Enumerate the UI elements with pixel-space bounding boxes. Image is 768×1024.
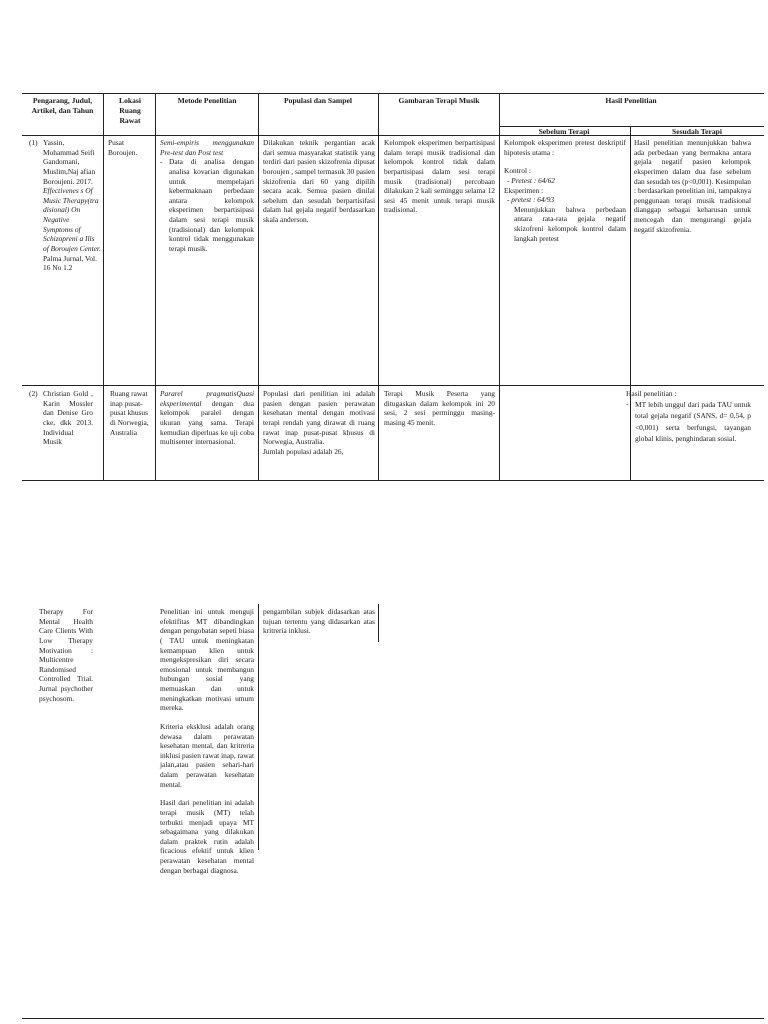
row-1-method-dash: - bbox=[160, 157, 163, 167]
row-2-after-title: Hasil penelitian : bbox=[626, 389, 677, 398]
row-2-method-text: dengan dua kelompok paralel dengan ukuran yang sama. Terapi kemudian diperluas ke uji coba multisenter internasional. bbox=[160, 398, 254, 447]
row-1-before bbox=[504, 138, 626, 243]
table-top-rule bbox=[22, 93, 764, 94]
header-result: Hasil Penelitian bbox=[605, 96, 657, 105]
row-2-cont-method bbox=[160, 607, 254, 875]
row-1-bottom-rule bbox=[22, 385, 764, 386]
row-1-method bbox=[160, 138, 254, 254]
row-1-before-summary: Menunjukkan bahwa perbedaan antara rata-rata gejala negatif skizofreni kelompok kontrol dalam langkah pretest bbox=[514, 204, 626, 243]
row-2-after bbox=[626, 389, 751, 445]
col-divider-4 bbox=[378, 93, 379, 480]
row-1-before-kontrol: Kontrol : bbox=[504, 166, 531, 176]
row-2-method bbox=[160, 389, 254, 447]
row-1-journal: Palma Jurnal, Vol. 16 No 1.2 bbox=[43, 253, 97, 273]
header-before: Sebelum Terapi bbox=[538, 127, 590, 136]
col-divider-1 bbox=[103, 93, 104, 480]
row-1-author-names: Yassin, Mohammad Seifi Gandomani, Muslim,Naj afian Boroujeni. 2017. bbox=[43, 138, 96, 186]
row-1-before-pretest-eksperimen: - pretest : 64/93 bbox=[507, 195, 555, 205]
col-divider-3 bbox=[258, 93, 259, 480]
row-1-before-intro: Kelompok eksperimen pretest deskriptif hipotesis utama : bbox=[504, 138, 626, 157]
row-2-cont-population: pengambilan subjek didasarkan atas tujuan tertentu yang didasarkan atas kritreria inklusi. bbox=[263, 607, 375, 636]
row-2-population bbox=[263, 389, 375, 456]
row-2-location: Ruang rawat inap pusat-pusat khusus di Norwegia, Australia bbox=[110, 389, 149, 437]
row-2-therapy: Terapi Musik Peserta yang ditugaskan dalam kelompok ini 20 sesi, 2 sesi perminggu masing-masing 45 menit. bbox=[384, 389, 495, 427]
row-1-article-title: Effectivenes s Of Music Therapy(tra disional) On Negative Symptoms of Schizopreni a Ills of Boroujen Center. bbox=[43, 186, 101, 253]
header-after: Sesudah Terapi bbox=[671, 127, 722, 136]
row-1-method-design: Semi-empiris menggunakan Pre-test dan Post test bbox=[160, 138, 254, 157]
row-2-author-text: Christian Gold , Karin Mossler dan Denise Gro cke, dkk 2013. Individual Musik bbox=[43, 389, 93, 447]
row-1-location: Pusat Boroujen. bbox=[108, 138, 138, 157]
header-author: Pengarang, Judul, Artikel, dan Tahun bbox=[31, 96, 94, 115]
row-2-bottom-rule bbox=[22, 480, 764, 481]
row-2-population-text: Populasi dari penilitian ini adalah pasien dengan pasien perawatan kesehatan mental dengan motivasi terapi rendah yang dirawat di ruang rawat inap pusat-pusat khusus di Norwegia, Australia. bbox=[263, 389, 375, 447]
page-bottom-rule bbox=[22, 1018, 764, 1019]
row-2-after-text: MT lebih unggul dari pada TAU untuk total gejala negatif (SANS, d= 0,54, p <0,001) serta berfungsi, tayangan global klinis, penghindaran sosial. bbox=[635, 399, 751, 444]
row-1-before-eksperimen: Eksperimen : bbox=[504, 185, 544, 195]
header-therapy: Gambaran Terapi Musik bbox=[398, 96, 480, 105]
row-2-cont-author: Therapy For Mental Health Care Clients With Low Therapy Motivation : Multicentre Randomised Controlled Trial. Jurnal psychother psychosom. bbox=[39, 607, 93, 703]
row-2-cont-method-criteria: Kriteria eksklusi adalah orang dewasa dalam perawatan kesehatan mental, dan kritreria inklusi pasien rawat inap, rawat jalan,atau pasien sehari-hari dalam perawatan kesehatan mental. bbox=[160, 721, 254, 789]
row-1-number: (1) bbox=[29, 138, 38, 147]
row-2-number: (2) bbox=[29, 389, 38, 398]
row-2-method-design: Pararel pragmatisQuasi eksperimental bbox=[160, 389, 254, 408]
col-divider-4-cont bbox=[378, 604, 379, 642]
row-2-cont-method-result: Hasil dari penelitian ini adalah terapi musik (MT) telah terbukti menjadi upaya MT sebagaimana yang dilakukan dalam praktek rutin adalah ficacious efektif untuk klien perawatan kesehatan mental dengan berbagai diagnosa. bbox=[160, 798, 254, 875]
row-1-author bbox=[29, 138, 101, 273]
row-1-therapy: Kelompok eksperimen berpartisipasi dalam terapi musik tradisional dan kelompok kontrol tidak dalam berpartisipasi dalam sesi terapi musik (tradisional) percobaan dilakukan 2 kali seminggu selama 12 sesi 45 menit untuk terapi musik tradisional. bbox=[384, 138, 495, 215]
col-divider-2 bbox=[155, 93, 156, 480]
row-2-cont-method-aim: Penelitian ini untuk menguji efektifitas MT dibandingkan dengan pengobatan sepeti biasa ( TAU untuk meningkatan kemampuan klien untuk mengekspresikan diri secara emosional untuk membangun hubungan sosial yang memuaskan dan untuk meningkatkan motivasi umum mereka. bbox=[160, 607, 254, 713]
row-1-after: Hasil penelitian menunjukkan bahwa ada perbedaan yang bermakna antara gejala negatif pasien kelompok eksperimen dalam dua fase sebelum dan sesudah tes (p<0,001). Kesimpulan : berdasarkan penelitian ini, tampaknya penggunaan terapi musik tradisional dianggap sebagai keharusan untuk mencegah dan mengurangi gejala negatif skizofrenia. bbox=[634, 138, 751, 234]
row-2-author bbox=[29, 389, 93, 447]
header-location: Lokasi Ruang Rawat bbox=[119, 96, 141, 125]
row-1-population: Dilakukan teknik pergantian acak dari semua masyarakat statistik yang terdiri dari pasien skizofrenia dipusat boroujen , sampel termasuk 30 pasien skizofrenia dari 60 yang dipilih secara acak. Semua pasien dinilai sebelum dan sesudah berpartisifasi dalam hal gejala negatif berdasarkan skala anderson. bbox=[263, 138, 375, 224]
header-population: Populasi dan Sampel bbox=[284, 96, 352, 105]
row-2-after-dash: - bbox=[626, 398, 629, 408]
row-1-method-analysis: Data di analisa dengan analisa kovarian digunakan untuk mempelajari kebermaknaan perbedaan antara kelompok eksperimen berpartisipasi dalam sesi terapi musik (tradisional) dan kelompok kontrol tidak menggunakan terapi musik. bbox=[169, 157, 254, 253]
row-1-before-pretest-kontrol: - Pretest : 64/62 bbox=[507, 175, 555, 185]
col-divider-3-cont bbox=[258, 604, 259, 850]
header-method: Metode Penelitian bbox=[177, 96, 237, 105]
col-divider-5 bbox=[499, 93, 500, 480]
row-2-population-count: Jumlah populasi adalah 26, bbox=[263, 446, 344, 456]
